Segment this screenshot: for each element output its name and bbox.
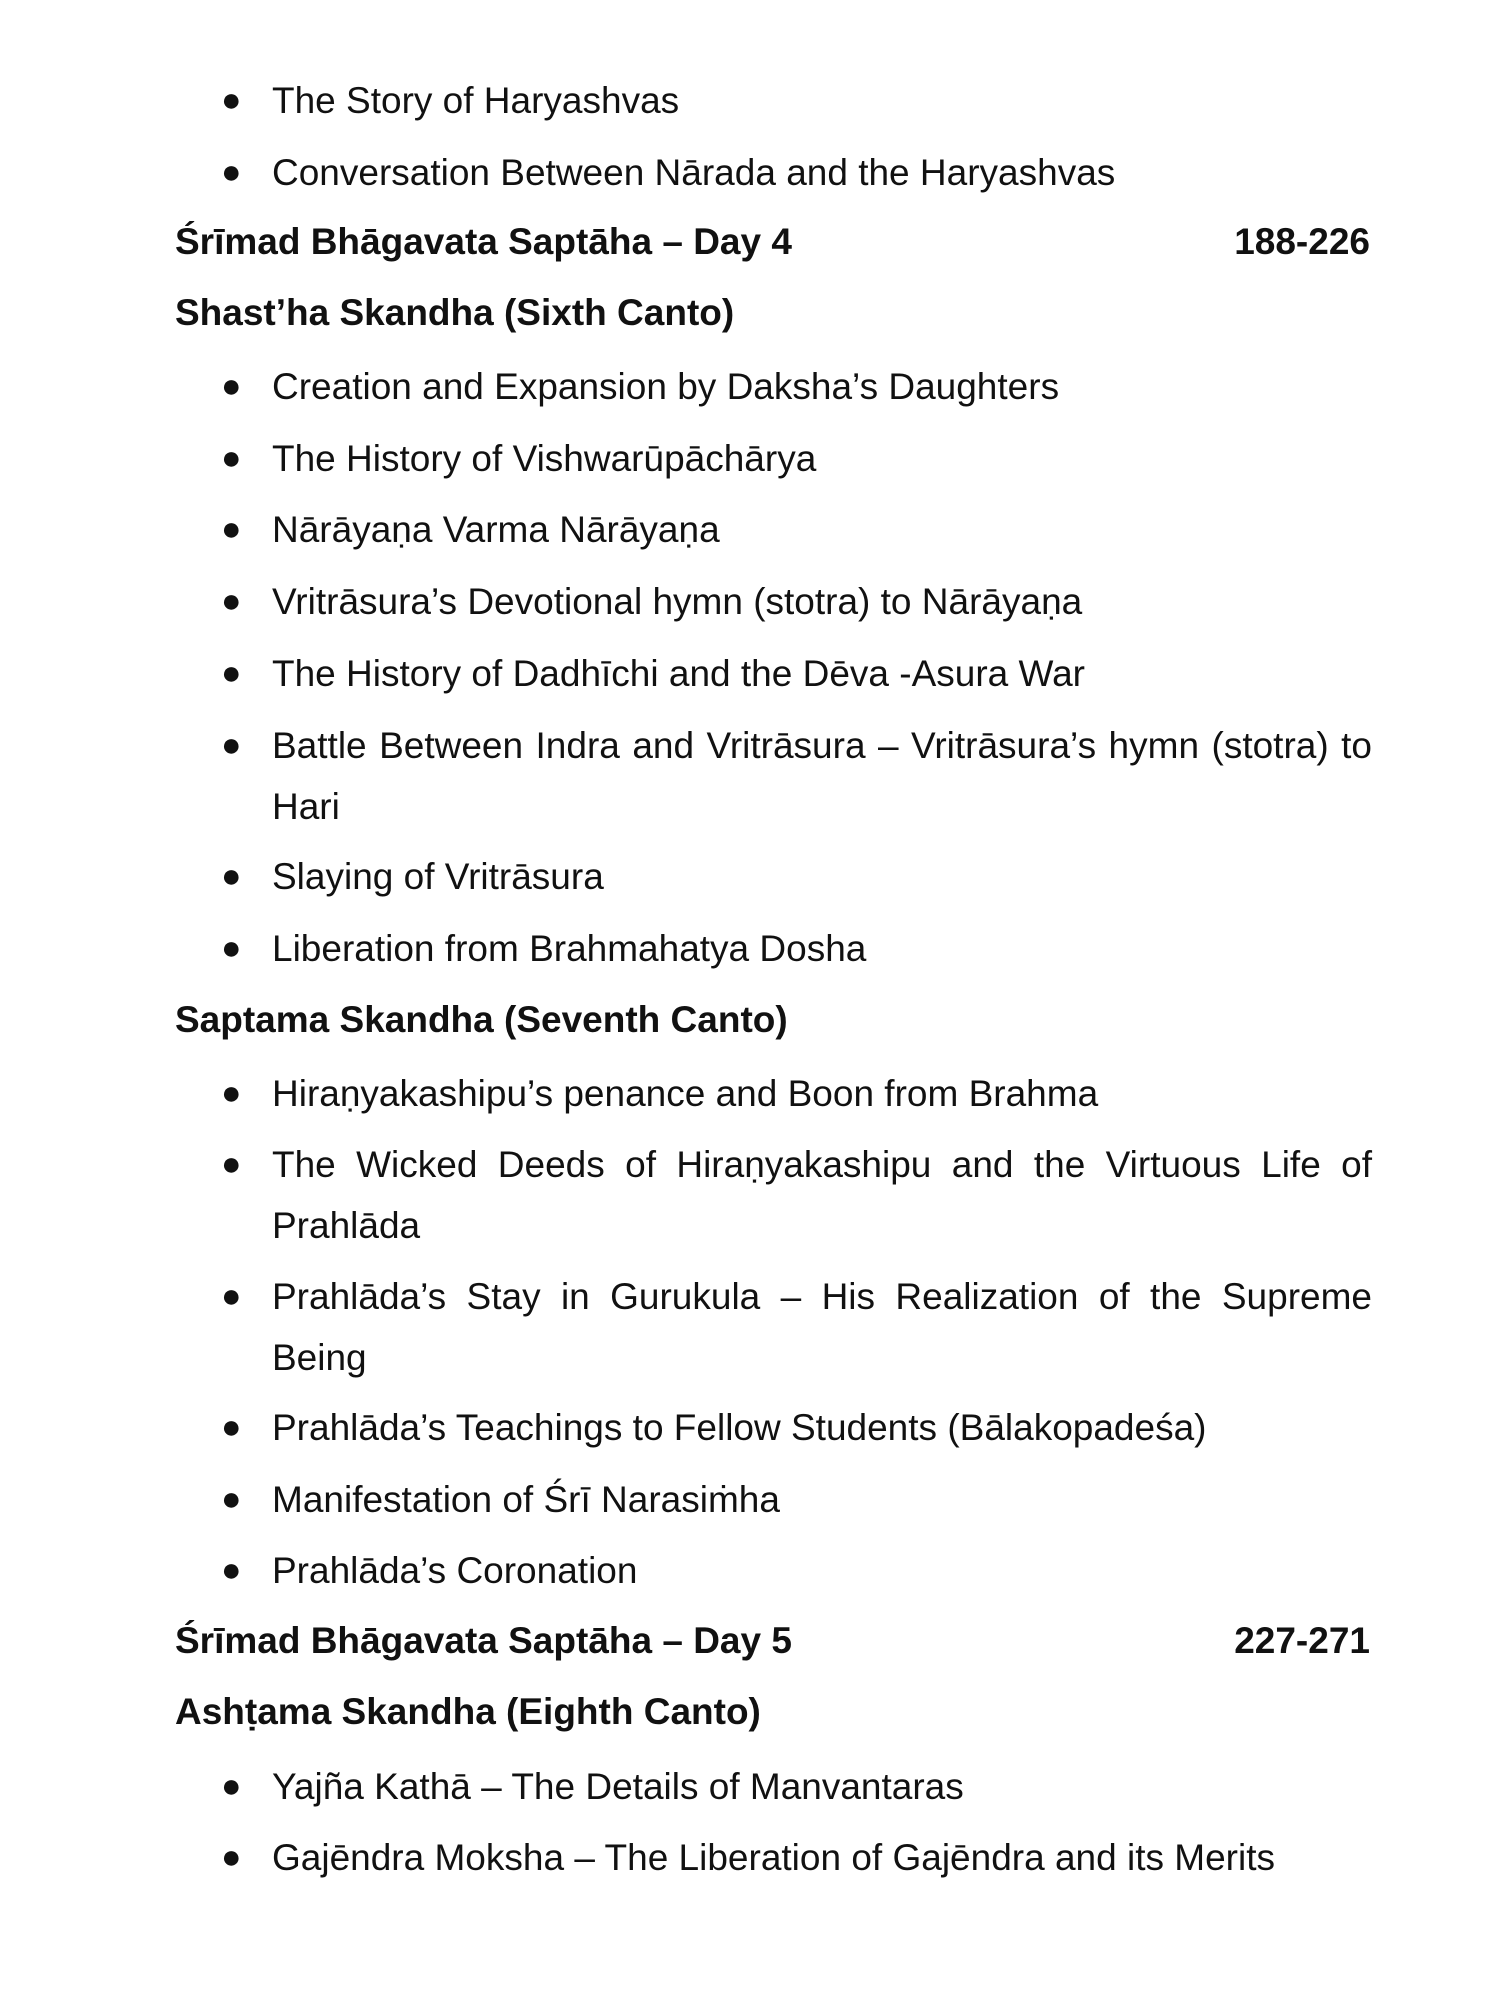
- section-heading: [175, 1617, 1370, 1665]
- list-item-text: Prahlāda’s Teachings to Fellow Students (Bālakopadeśa): [272, 1407, 1207, 1448]
- list-item: [221, 918, 1372, 979]
- bullet-icon: ●: [221, 929, 242, 967]
- section-heading: [175, 218, 1370, 266]
- list-item-text: Yajña Kathā – The Details of Manvantaras: [272, 1766, 964, 1807]
- list-item: [221, 428, 1372, 489]
- list-item-text: Hiraṇyakashipu’s penance and Boon from Brahma: [272, 1073, 1099, 1114]
- bullet-icon: ●: [221, 582, 242, 620]
- section-heading: [175, 289, 1370, 337]
- bullet-icon: ●: [221, 726, 242, 764]
- list-item: [221, 499, 1372, 560]
- heading-title: Śrīmad Bhāgavata Saptāha – Day 5: [175, 1620, 792, 1661]
- bullet-icon: ●: [221, 1551, 242, 1589]
- page-range: 227-271: [1234, 1620, 1370, 1661]
- list-item-text: Liberation from Brahmahatya Dosha: [272, 928, 867, 969]
- bullet-icon: ●: [221, 654, 242, 692]
- heading-title: Shast’ha Skandha (Sixth Canto): [175, 292, 735, 333]
- heading-title: Saptama Skandha (Seventh Canto): [175, 999, 788, 1040]
- section-heading: [175, 1688, 1370, 1736]
- bullet-icon: ●: [221, 153, 242, 191]
- list-item: [221, 643, 1372, 704]
- heading-title: Ashṭama Skandha (Eighth Canto): [175, 1691, 761, 1732]
- bullet-icon: ●: [221, 1767, 242, 1805]
- list-item: [221, 1469, 1372, 1530]
- list-item-text: The History of Vishwarūpāchārya: [272, 438, 817, 479]
- bullet-icon: ●: [221, 1480, 242, 1518]
- bullet-icon: ●: [221, 1408, 242, 1446]
- bullet-icon: ●: [221, 1074, 242, 1112]
- list-item: [221, 70, 1372, 131]
- bullet-icon: ●: [221, 510, 242, 548]
- bullet-icon: ●: [221, 439, 242, 477]
- bullet-icon: ●: [221, 1277, 242, 1315]
- list-item: [221, 1827, 1372, 1888]
- bullet-icon: ●: [221, 1145, 242, 1183]
- heading-title: Śrīmad Bhāgavata Saptāha – Day 4: [175, 221, 792, 262]
- list-item-text: The History of Dadhīchi and the Dēva -Asura War: [272, 653, 1085, 694]
- page-range: 188-226: [1234, 221, 1370, 262]
- section-heading: [175, 996, 1370, 1044]
- list-item: [221, 571, 1372, 632]
- list-item: [221, 142, 1372, 203]
- list-item-text: Gajēndra Moksha – The Liberation of Gajēndra and its Merits: [272, 1837, 1275, 1878]
- bullet-icon: ●: [221, 81, 242, 119]
- list-item: [221, 1134, 1372, 1256]
- list-item-text: Prahlāda’s Stay in Gurukula – His Realization of the Supreme Being: [272, 1276, 1372, 1378]
- list-item-text: Vritrāsura’s Devotional hymn (stotra) to Nārāyaṇa: [272, 581, 1083, 622]
- list-item: [221, 356, 1372, 417]
- bullet-icon: ●: [221, 367, 242, 405]
- list-item: [221, 1266, 1372, 1388]
- list-item-text: Prahlāda’s Coronation: [272, 1550, 638, 1591]
- list-item-text: Conversation Between Nārada and the Haryashvas: [272, 152, 1116, 193]
- list-item: [221, 1063, 1372, 1124]
- list-item: [221, 1540, 1372, 1601]
- list-item: [221, 715, 1372, 837]
- bullet-icon: ●: [221, 1838, 242, 1876]
- list-item-text: Creation and Expansion by Daksha’s Daughters: [272, 366, 1060, 407]
- list-item-text: Slaying of Vritrāsura: [272, 856, 604, 897]
- list-item: [221, 1397, 1372, 1458]
- list-item-text: Nārāyaṇa Varma Nārāyaṇa: [272, 509, 720, 550]
- list-item: [221, 1756, 1372, 1817]
- list-item: [221, 846, 1372, 907]
- list-item-text: Battle Between Indra and Vritrāsura – Vritrāsura’s hymn (stotra) to Hari: [272, 725, 1372, 827]
- list-item-text: The Story of Haryashvas: [272, 80, 680, 121]
- list-item-text: Manifestation of Śrī Narasiṁha: [272, 1479, 780, 1520]
- list-item-text: The Wicked Deeds of Hiraṇyakashipu and the Virtuous Life of Prahlāda: [272, 1144, 1372, 1246]
- bullet-icon: ●: [221, 857, 242, 895]
